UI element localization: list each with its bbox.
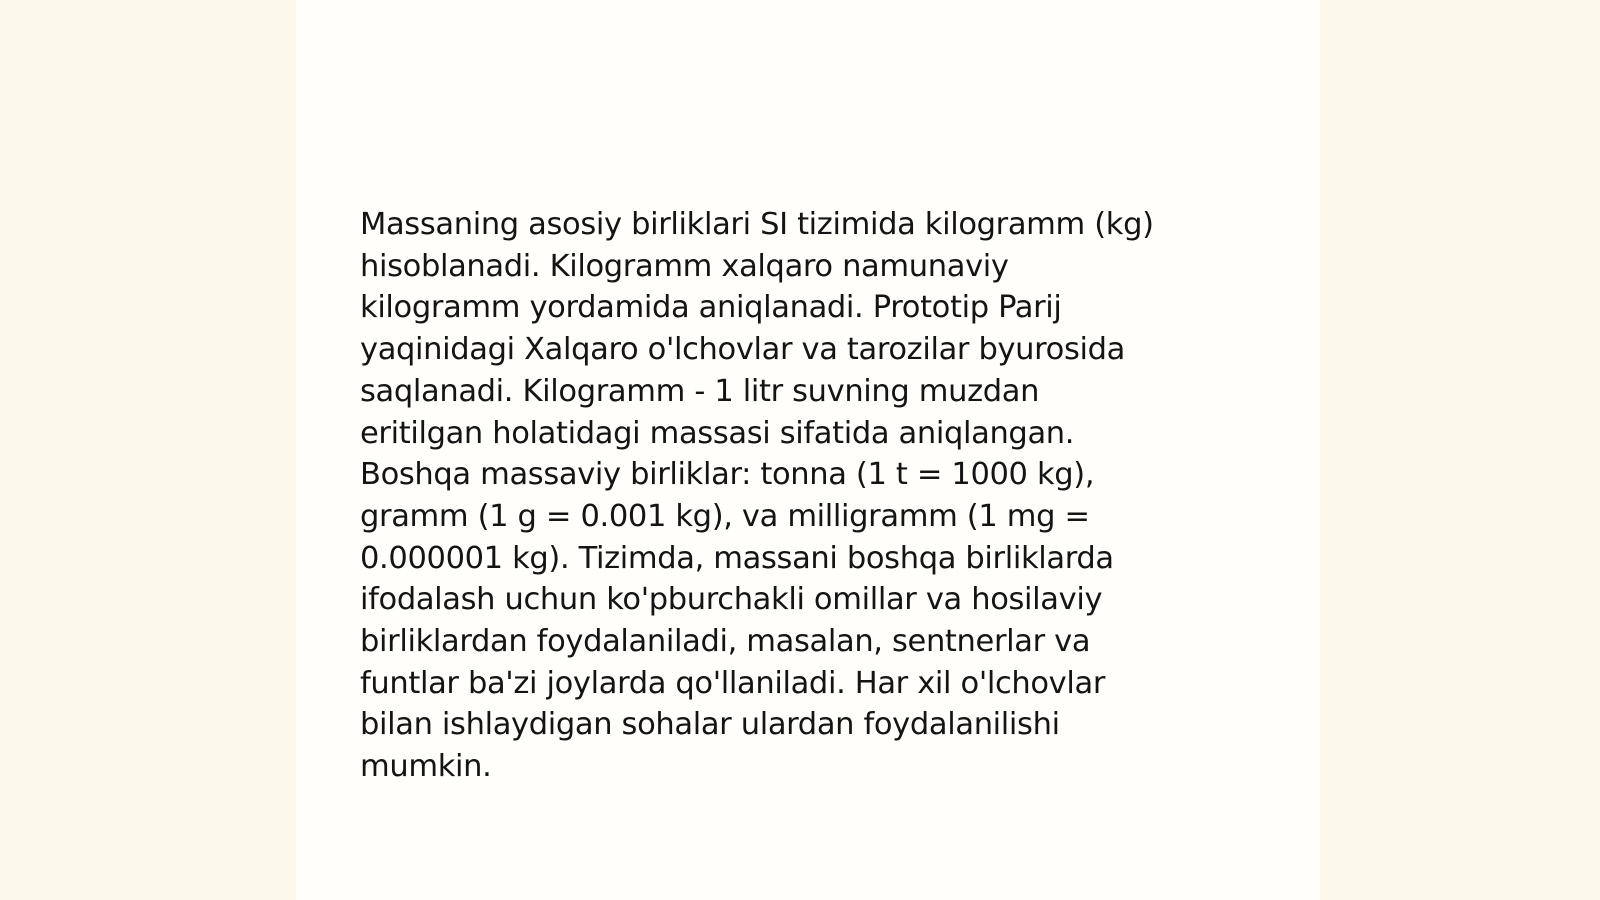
document-page (296, 0, 1320, 900)
paragraph-line: Massaning asosiy birliklari SI tizimida kilogramm (kg) (360, 207, 1154, 242)
paragraph-line: funtlar ba'zi joylarda qo'llaniladi. Har xil o'lchovlar (360, 665, 1106, 701)
paragraph-line: gramm (1 g = 0.001 kg), va milligramm (1 mg = (360, 498, 1090, 534)
paragraph-line: kilogramm yordamida aniqlanadi. Prototip Parij (360, 290, 1062, 326)
paragraph-line: hisoblanadi. Kilogramm xalqaro namunaviy (360, 248, 1009, 284)
paragraph-line: eritilgan holatidagi massasi sifatida aniqlangan. (360, 415, 1075, 451)
paragraph-line: birliklardan foydalaniladi, masalan, sentnerlar va (360, 624, 1091, 660)
paragraph-line: bilan ishlaydigan sohalar ulardan foydalanilishi (360, 707, 1060, 743)
paragraph-line: mumkin. (360, 749, 492, 785)
paragraph-line: saqlanadi. Kilogramm - 1 litr suvning muzdan (360, 373, 1040, 409)
paragraph-line: ifodalash uchun ko'pburchakli omillar va hosilaviy (360, 582, 1103, 618)
body-paragraph (360, 204, 1250, 788)
paragraph-line: 0.000001 kg). Tizimda, massani boshqa birliklarda (360, 540, 1114, 576)
paragraph-line: yaqinidagi Xalqaro o'lchovlar va tarozilar byurosida (360, 332, 1126, 368)
paragraph-line: Boshqa massaviy birliklar: tonna (1 t = 1000 kg), (360, 457, 1095, 493)
